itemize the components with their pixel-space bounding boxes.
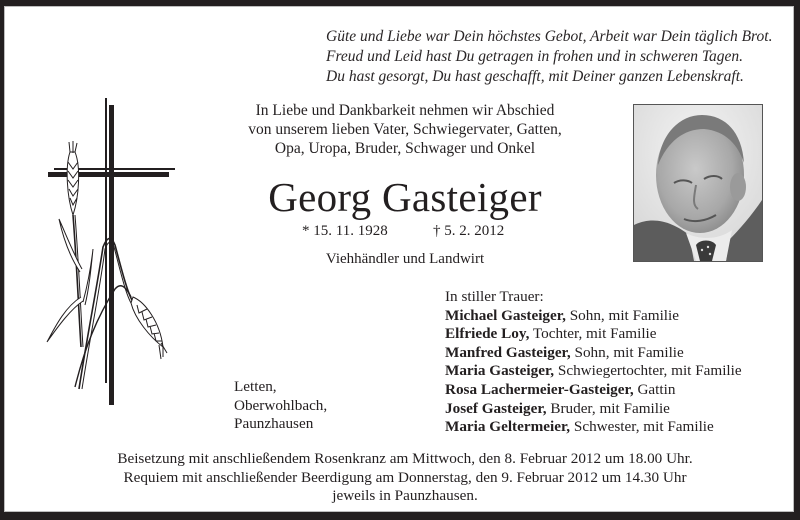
deceased-name: Georg Gasteiger bbox=[268, 174, 542, 220]
mourner-item bbox=[445, 400, 742, 419]
mourner-relation: Tochter, mit Familie bbox=[529, 325, 657, 343]
farewell-line: In Liebe und Dankbarkeit nehmen wir Abschied bbox=[255, 102, 555, 119]
place: Paunzhausen bbox=[234, 415, 314, 433]
farewell-text bbox=[233, 101, 577, 158]
funeral-info bbox=[45, 450, 765, 506]
portrait-photo bbox=[633, 104, 763, 262]
farewell-line: von unserem lieben Vater, Schwiegervater, Gatten, bbox=[248, 121, 562, 138]
mourner-item bbox=[445, 344, 742, 363]
mourner-item bbox=[445, 325, 742, 344]
mourners-list bbox=[445, 288, 742, 437]
place: Oberwohlbach, bbox=[234, 396, 328, 414]
mourner-relation: Bruder, mit Familie bbox=[546, 399, 670, 417]
mourner-item bbox=[445, 418, 742, 437]
mourner-name: Manfred Gasteiger, bbox=[445, 343, 571, 361]
cross-with-wheat-icon bbox=[35, 97, 195, 437]
mourner-name: Rosa Lachermeier-Gasteiger, bbox=[445, 380, 634, 398]
mourner-item bbox=[445, 381, 742, 400]
motto-line: Freud und Leid hast Du getragen in frohen und in schweren Tagen. bbox=[326, 48, 744, 65]
funeral-line: Requiem mit anschließender Beerdigung am Donnerstag, den 9. Februar 2012 um 14.30 Uhr bbox=[123, 468, 687, 486]
place: Letten, bbox=[234, 378, 277, 395]
mourner-relation: Schwiegertochter, mit Familie bbox=[554, 362, 742, 380]
mourner-name: Maria Gasteiger, bbox=[445, 362, 555, 380]
places-list bbox=[234, 378, 327, 434]
motto-verse bbox=[326, 27, 772, 87]
death-date: † 5. 2. 2012 bbox=[433, 223, 505, 239]
mourner-name: Josef Gasteiger, bbox=[445, 399, 547, 417]
mourner-name: Maria Geltermeier, bbox=[445, 418, 571, 436]
funeral-line: Beisetzung mit anschließendem Rosenkranz am Mittwoch, den 8. Februar 2012 um 18.00 Uhr. bbox=[117, 450, 693, 467]
obituary-card bbox=[4, 6, 794, 512]
mourner-name: Michael Gasteiger, bbox=[445, 306, 566, 324]
motto-line: Du hast gesorgt, Du hast geschafft, mit Deiner ganzen Lebenskraft. bbox=[326, 68, 744, 85]
farewell-line: Opa, Uropa, Bruder, Schwager und Onkel bbox=[274, 140, 536, 157]
mourner-item bbox=[445, 362, 742, 381]
funeral-line: jeweils in Paunzhausen. bbox=[332, 487, 478, 505]
mourner-relation: Gattin bbox=[633, 380, 676, 398]
birth-date: * 15. 11. 1928 bbox=[302, 223, 388, 239]
profession: Viehhändler und Landwirt bbox=[325, 251, 485, 267]
portrait-icon bbox=[634, 105, 762, 261]
mourners-heading: In stiller Trauer: bbox=[445, 288, 544, 305]
mourner-item bbox=[445, 307, 742, 326]
mourner-name: Elfriede Loy, bbox=[445, 325, 530, 343]
mourner-relation: Sohn, mit Familie bbox=[570, 343, 684, 361]
mourner-relation: Schwester, mit Familie bbox=[570, 418, 714, 436]
mourner-relation: Sohn, mit Familie bbox=[565, 306, 679, 324]
motto-line: Güte und Liebe war Dein höchstes Gebot, Arbeit war Dein täglich Brot. bbox=[326, 28, 773, 45]
